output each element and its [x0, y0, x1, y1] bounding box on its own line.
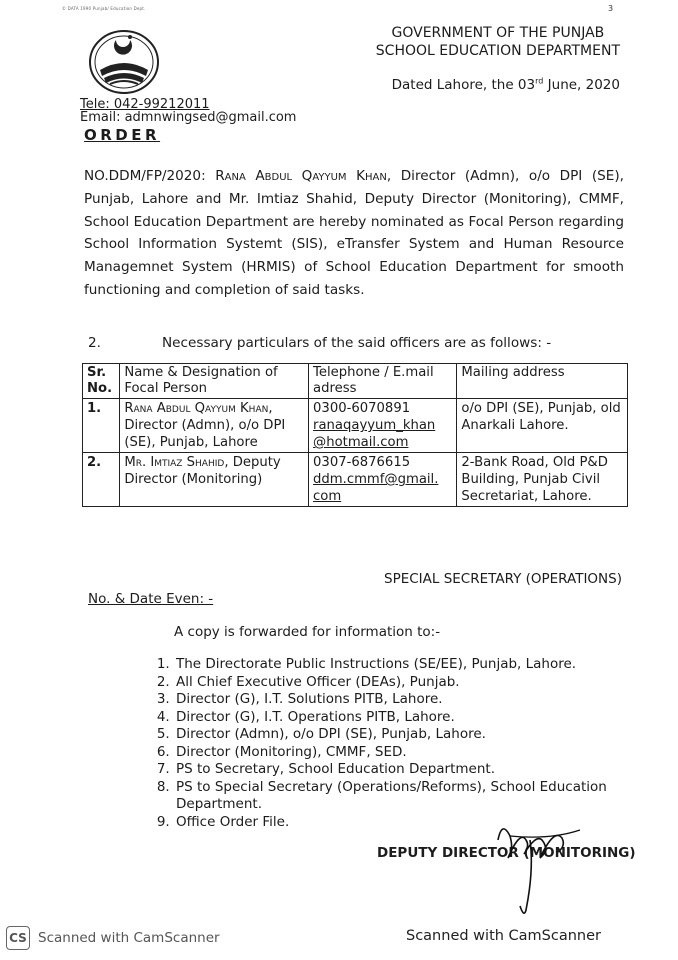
paragraph-2-number: 2.	[88, 335, 101, 351]
telephone: Tele: 042-99212011	[80, 97, 210, 112]
header-tiny-text: © DATA 1990 Punjab/ Education Dept.	[62, 6, 146, 11]
camscanner-logo-icon: CS	[6, 926, 30, 950]
cell-name-designation	[120, 453, 309, 507]
officer-name: Rana Abdul Qayyum Khan	[124, 401, 269, 416]
email-link[interactable]: ddm.cmmf@gmail. com	[313, 472, 439, 504]
table-row	[83, 453, 628, 507]
officer-designation: , Deputy Director (Monitoring)	[124, 455, 281, 487]
cell-name-designation	[120, 399, 309, 453]
corner-mark: 3	[608, 4, 614, 13]
cell-contact	[309, 399, 457, 453]
handwritten-signature-icon	[490, 810, 600, 920]
list-item: 5. Director (Admn), o/o DPI (SE), Punjab, Lahore.	[174, 726, 644, 744]
email-link[interactable]: ranaqayyum_khan @hotmail.com	[313, 418, 436, 450]
email: Email: admnwingsed@gmail.com	[80, 110, 297, 125]
camscanner-right-footer: Scanned with CamScanner	[406, 928, 602, 944]
department-line-2: SCHOOL EDUCATION DEPARTMENT	[375, 43, 620, 59]
dated-line	[392, 77, 620, 93]
list-item: 3. Director (G), I.T. Solutions PITB, Lahore.	[174, 691, 644, 709]
cell-address: o/o DPI (SE), Punjab, old Anarkali Lahore.	[457, 399, 628, 453]
table-header-row	[83, 364, 628, 399]
header-telephone-email: Telephone / E.mail adress	[309, 364, 457, 399]
camscanner-left-label: Scanned with CamScanner	[38, 930, 220, 946]
cell-sr: 2.	[83, 453, 120, 507]
officers-table	[82, 363, 628, 507]
paragraph-2-text: Necessary particulars of the said officers are as follows: -	[162, 335, 552, 351]
order-paragraph	[84, 165, 624, 302]
phone: 0307-6876615	[313, 455, 411, 470]
dated-rest: June, 2020	[543, 77, 620, 93]
officer-name: Mr. Imtiaz Shahid	[124, 455, 225, 470]
order-title: ORDER	[84, 126, 161, 144]
dated-prefix: Dated Lahore, the 03	[391, 77, 536, 93]
camscanner-left-footer	[6, 926, 220, 950]
table-row	[83, 399, 628, 453]
header-name-designation: Name & Designation of Focal Person	[120, 364, 309, 399]
copy-forwarded-line: A copy is forwarded for information to:-	[174, 624, 441, 640]
cell-contact	[309, 453, 457, 507]
paragraph-2	[88, 335, 551, 351]
list-item: 7. PS to Secretary, School Education Department.	[174, 761, 644, 779]
officer-designation: , Director (Admn), o/o DPI (SE), Punjab, Lahore	[124, 401, 286, 450]
header-mailing-address: Mailing address	[457, 364, 628, 399]
deputy-director-signoff: DEPUTY DIRECTOR (MONITORING)	[377, 845, 636, 861]
department-heading	[376, 24, 620, 60]
reference-number: NO.DDM/FP/2020:	[84, 168, 206, 184]
list-item: 1. The Directorate Public Instructions (SE/EE), Punjab, Lahore.	[174, 656, 644, 674]
punjab-crescent-emblem-icon	[86, 26, 162, 96]
no-date-even: No. & Date Even: -	[88, 591, 214, 607]
phone: 0300-6070891	[313, 401, 411, 416]
header-sr-no: Sr. No.	[83, 364, 120, 399]
dated-suffix: rd	[535, 76, 544, 86]
order-body: , Director (Admn), o/o DPI (SE), Punjab, Lahore and Mr. Imtiaz Shahid, Deputy Director (Monitoring), CMMF, School Education Department are hereby nominated as Focal Person regarding School Information Systemt (SIS), eTransfer System and Human Resource Managemnet System (HRMIS) of School Education Department for smooth functioning and completion of said tasks.	[84, 168, 624, 298]
cell-sr: 1.	[83, 399, 120, 453]
officer-name-1: Rana Abdul Qayyum Khan	[215, 168, 387, 184]
list-item: 2. All Chief Executive Officer (DEAs), Punjab.	[174, 674, 644, 692]
cell-address: 2-Bank Road, Old P&D Building, Punjab Civil Secretariat, Lahore.	[457, 453, 628, 507]
list-item: 9. Office Order File.	[174, 814, 644, 832]
list-item: 6. Director (Monitoring), CMMF, SED.	[174, 744, 644, 762]
department-line-1: GOVERNMENT OF THE PUNJAB	[391, 25, 605, 41]
list-item: 4. Director (G), I.T. Operations PITB, Lahore.	[174, 709, 644, 727]
special-secretary-signoff: SPECIAL SECRETARY (OPERATIONS)	[384, 571, 622, 587]
recipients-list	[152, 656, 644, 831]
list-item: 8. PS to Special Secretary (Operations/Reforms), School Education Department.	[174, 779, 644, 814]
